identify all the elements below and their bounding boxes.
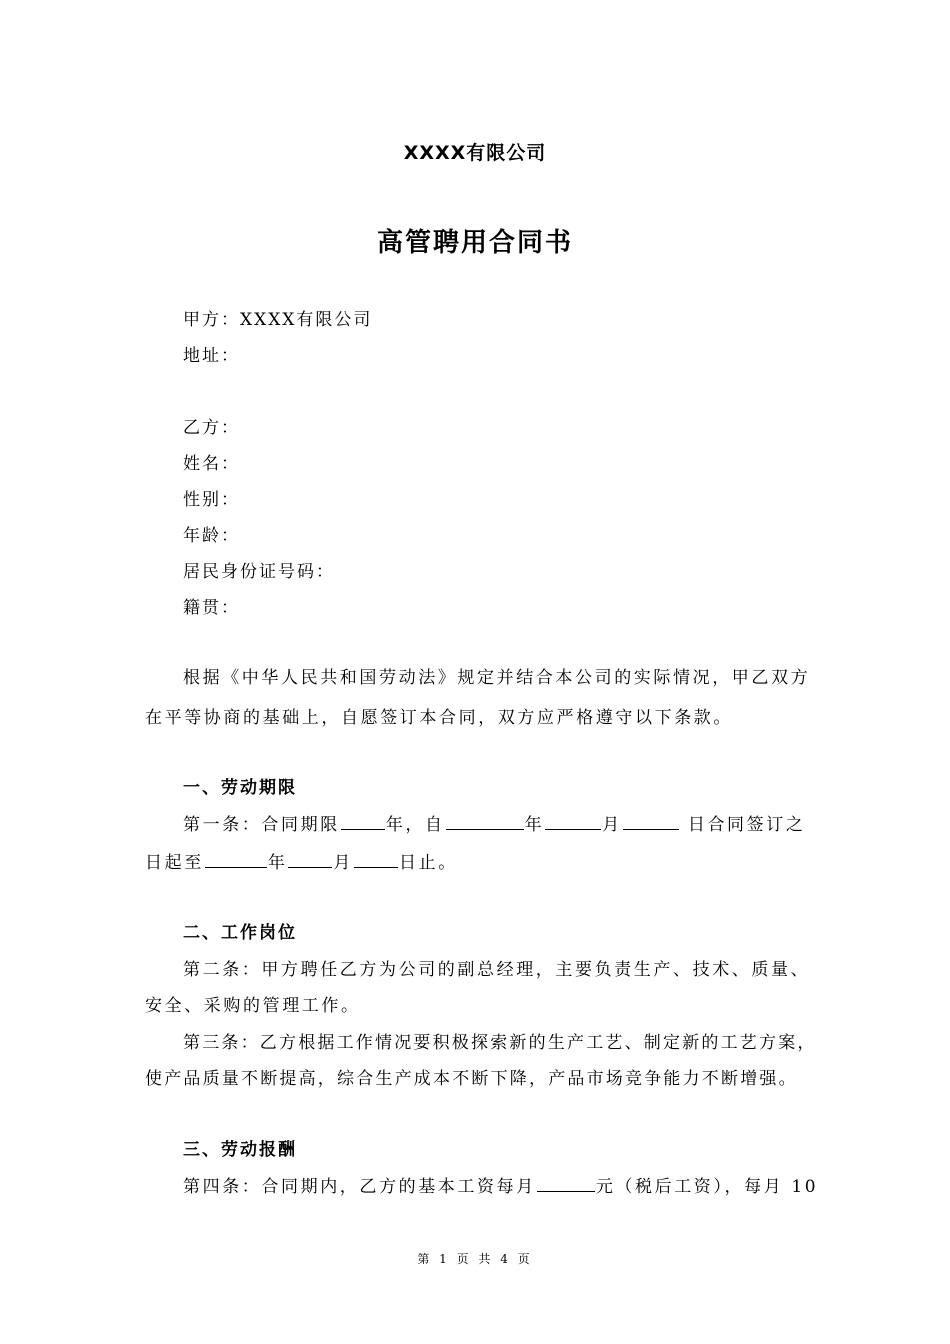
article-2-line-1: 第二条：甲方聘任乙方为公司的副总经理，主要负责生产、技术、质量、 xyxy=(183,960,811,980)
party-a-address: 地址： xyxy=(183,346,240,366)
article-4-line-1 xyxy=(183,1172,818,1197)
party-b-hometown: 籍贯： xyxy=(183,598,240,618)
article-1-text: 月 xyxy=(333,853,354,873)
party-b-gender: 性别： xyxy=(183,490,240,510)
section-1-heading: 一、劳动期限 xyxy=(183,778,297,798)
blank-term-years xyxy=(341,813,385,830)
article-3-line-2: 使产品质量不断提高，综合生产成本不断下降，产品市场竞争能力不断增强。 xyxy=(145,1069,798,1089)
article-3-line-1: 第三条：乙方根据工作情况要积极探索新的生产工艺、制定新的工艺方案， xyxy=(183,1033,817,1053)
blank-start-day xyxy=(623,813,679,830)
article-4-text: 元（税后工资），每月 10 xyxy=(595,1177,819,1197)
blank-start-month xyxy=(545,813,601,830)
intro-line-2: 在平等协商的基础上，自愿签订本合同，双方应严格遵守以下条款。 xyxy=(145,708,733,728)
blank-start-year xyxy=(446,813,524,830)
company-name: XXXX有限公司 xyxy=(403,142,547,164)
article-1-line-2 xyxy=(145,848,458,873)
article-1-text: 月 xyxy=(602,815,622,835)
article-2-line-2: 安全、采购的管理工作。 xyxy=(145,996,361,1016)
section-2-heading: 二、工作岗位 xyxy=(183,923,297,943)
party-b-line: 乙方： xyxy=(183,418,240,438)
party-b-age: 年龄： xyxy=(183,526,240,546)
party-a-line: 甲方：XXXX有限公司 xyxy=(183,310,373,330)
article-1-text: 第一条：合同期限 xyxy=(183,815,340,835)
blank-base-salary xyxy=(537,1175,595,1192)
article-1-text: 日起至 xyxy=(145,853,204,873)
article-1-text: 日止。 xyxy=(399,853,458,873)
article-4-text: 第四条：合同期内，乙方的基本工资每月 xyxy=(183,1177,536,1197)
article-1-text: 年，自 xyxy=(385,815,445,835)
blank-end-day xyxy=(354,851,398,868)
blank-end-year xyxy=(205,851,267,868)
article-1-text: 日合同签订之 xyxy=(687,815,806,835)
blank-end-month xyxy=(288,851,332,868)
section-3-heading: 三、劳动报酬 xyxy=(183,1140,297,1160)
party-b-name: 姓名： xyxy=(183,454,240,474)
article-1-text: 年 xyxy=(267,853,288,873)
document-title: 高管聘用合同书 xyxy=(376,228,573,258)
article-1-line-1 xyxy=(183,810,805,835)
article-1-text: 年 xyxy=(524,815,545,835)
party-b-id-number: 居民身份证号码： xyxy=(183,562,335,582)
intro-line-1: 根据《中华人民共和国劳动法》规定并结合本公司的实际情况，甲乙双方 xyxy=(183,668,811,688)
page-number: 第 1 页 共 4 页 xyxy=(417,1252,533,1266)
